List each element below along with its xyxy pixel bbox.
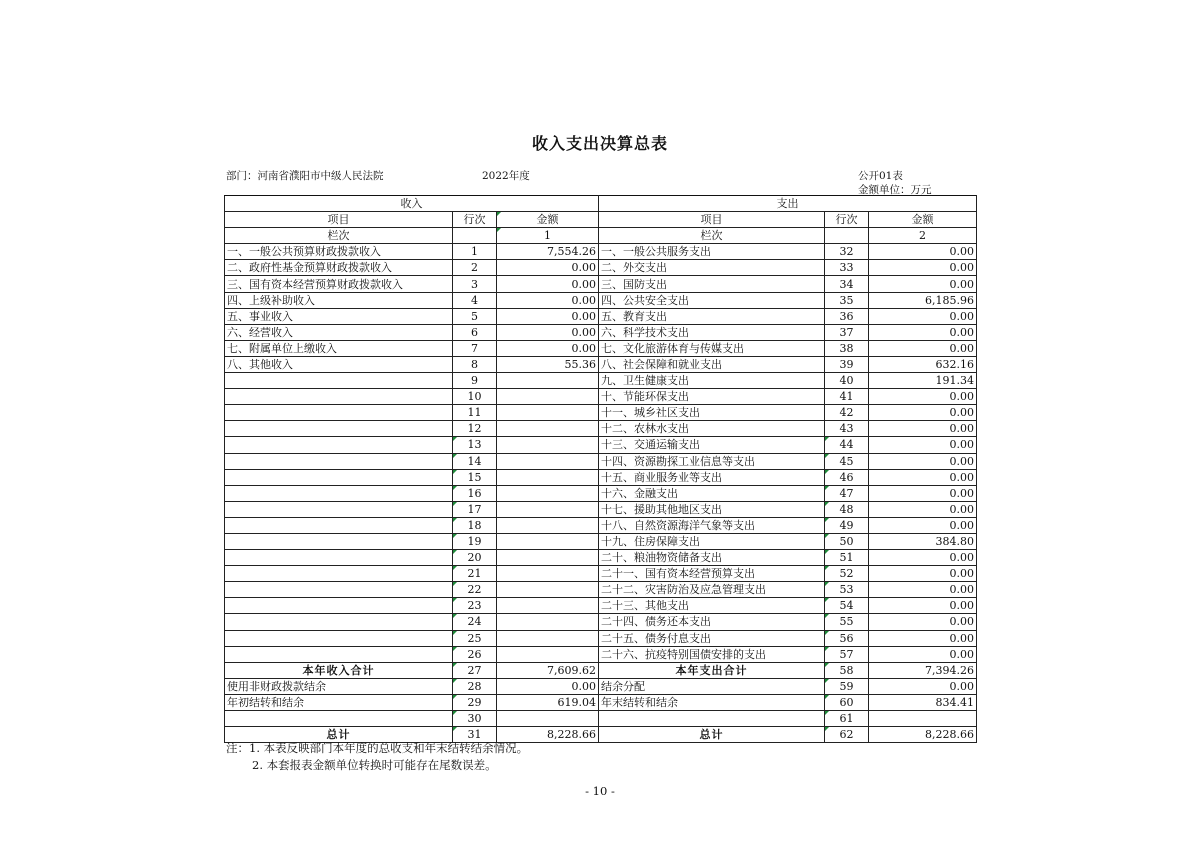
income-item-cell: 总计 (225, 727, 453, 743)
footnote-1: 注：1. 本表反映部门本年度的总收支和年末结转结余情况。 (226, 741, 529, 755)
income-row-number: 23 (453, 598, 497, 614)
expense-item-cell: 一、一般公共服务支出 (599, 244, 825, 260)
expense-item-cell: 四、公共安全支出 (599, 292, 825, 308)
expense-row-number: 36 (825, 308, 869, 324)
expense-section-header: 支出 (599, 196, 977, 212)
section-header-row (225, 196, 977, 212)
expense-item-cell: 十七、援助其他地区支出 (599, 501, 825, 517)
expense-row-number: 40 (825, 373, 869, 389)
expense-item-cell: 十九、住房保障支出 (599, 533, 825, 549)
income-amount-cell: 8,228.66 (497, 727, 599, 743)
table-row (225, 550, 977, 566)
income-amount-cell (497, 630, 599, 646)
expense-row-number: 55 (825, 614, 869, 630)
expense-amount-cell: 0.00 (869, 469, 977, 485)
expense-amount-cell: 0.00 (869, 630, 977, 646)
expense-amount-cell: 0.00 (869, 678, 977, 694)
income-amount-cell (497, 421, 599, 437)
expense-row-number: 45 (825, 453, 869, 469)
table-row (225, 340, 977, 356)
income-amount-cell (497, 550, 599, 566)
income-item-cell: 一、一般公共预算财政拨款收入 (225, 244, 453, 260)
income-amount-cell (497, 533, 599, 549)
income-row-number: 5 (453, 308, 497, 324)
expense-amount-cell: 0.00 (869, 244, 977, 260)
income-row-number: 2 (453, 260, 497, 276)
expense-lanci-label: 栏次 (599, 228, 825, 244)
table-row (225, 566, 977, 582)
income-item-cell (225, 630, 453, 646)
table-row (225, 598, 977, 614)
table-row (225, 501, 977, 517)
income-row-number: 16 (453, 485, 497, 501)
expense-item-cell: 总计 (599, 727, 825, 743)
expense-row-number: 52 (825, 566, 869, 582)
table-row (225, 389, 977, 405)
income-item-cell: 三、国有资本经营预算财政拨款收入 (225, 276, 453, 292)
expense-item-cell: 二十三、其他支出 (599, 598, 825, 614)
income-row-number: 26 (453, 646, 497, 662)
income-item-cell (225, 517, 453, 533)
table-row (225, 308, 977, 324)
income-item-cell: 六、经营收入 (225, 324, 453, 340)
income-row-number: 6 (453, 324, 497, 340)
income-row-number: 19 (453, 533, 497, 549)
expense-item-cell: 五、教育支出 (599, 308, 825, 324)
income-item-cell (225, 550, 453, 566)
income-amount-cell (497, 598, 599, 614)
expense-item-cell: 十五、商业服务业等支出 (599, 469, 825, 485)
fiscal-year-label: 2022年度 (482, 170, 530, 182)
expense-row-number: 44 (825, 437, 869, 453)
income-item-cell (225, 598, 453, 614)
table-row (225, 582, 977, 598)
income-amount-cell: 0.00 (497, 292, 599, 308)
income-item-cell (225, 389, 453, 405)
expense-item-cell: 十四、资源勘探工业信息等支出 (599, 453, 825, 469)
income-amount-cell: 0.00 (497, 324, 599, 340)
table-row (225, 453, 977, 469)
income-amount-cell: 7,554.26 (497, 244, 599, 260)
income-amount-cell (497, 501, 599, 517)
income-row-number: 22 (453, 582, 497, 598)
expense-amount-cell: 191.34 (869, 373, 977, 389)
income-item-cell (225, 646, 453, 662)
income-item-cell (225, 501, 453, 517)
expense-amount-cell: 0.00 (869, 598, 977, 614)
income-section-header: 收入 (225, 196, 599, 212)
income-amount-cell: 0.00 (497, 678, 599, 694)
expense-row-number: 48 (825, 501, 869, 517)
income-item-header: 项目 (225, 212, 453, 228)
table-row (225, 630, 977, 646)
expense-item-cell: 九、卫生健康支出 (599, 373, 825, 389)
year-total-row (225, 662, 977, 678)
income-item-cell: 二、政府性基金预算财政拨款收入 (225, 260, 453, 276)
expense-row-number: 61 (825, 711, 869, 727)
income-item-cell (225, 582, 453, 598)
table-row (225, 260, 977, 276)
income-amount-header: 金额 (497, 212, 599, 228)
expense-row-number: 49 (825, 517, 869, 533)
expense-amount-cell: 0.00 (869, 276, 977, 292)
expense-item-cell: 二十、粮油物资储备支出 (599, 550, 825, 566)
table-row (225, 694, 977, 710)
expense-row-number: 35 (825, 292, 869, 308)
expense-row-number: 56 (825, 630, 869, 646)
table-row (225, 533, 977, 549)
expense-amount-cell: 0.00 (869, 453, 977, 469)
table-row (225, 373, 977, 389)
income-amount-cell (497, 646, 599, 662)
income-row-number: 12 (453, 421, 497, 437)
column-index-row (225, 228, 977, 244)
income-row-number: 9 (453, 373, 497, 389)
income-item-cell (225, 614, 453, 630)
expense-amount-cell: 0.00 (869, 550, 977, 566)
table-row (225, 421, 977, 437)
footnotes (226, 740, 528, 774)
expense-amount-cell: 0.00 (869, 340, 977, 356)
expense-amount-cell: 0.00 (869, 566, 977, 582)
empty-cell (825, 228, 869, 244)
income-row-number: 1 (453, 244, 497, 260)
expense-amount-cell: 0.00 (869, 405, 977, 421)
expense-item-cell: 十六、金融支出 (599, 485, 825, 501)
income-row-number: 7 (453, 340, 497, 356)
expense-amount-cell: 0.00 (869, 421, 977, 437)
expense-row-number: 42 (825, 405, 869, 421)
table-row (225, 324, 977, 340)
income-expense-table (224, 195, 977, 743)
income-amount-cell: 619.04 (497, 694, 599, 710)
expense-row-number: 38 (825, 340, 869, 356)
income-item-cell (225, 453, 453, 469)
form-number-label: 公开01表 (858, 170, 903, 182)
expense-item-cell: 二十五、债务付息支出 (599, 630, 825, 646)
expense-row-number: 50 (825, 533, 869, 549)
expense-amount-cell (869, 711, 977, 727)
table-row (225, 711, 977, 727)
expense-amount-cell: 0.00 (869, 517, 977, 533)
income-amount-cell: 55.36 (497, 356, 599, 372)
expense-amount-cell: 0.00 (869, 437, 977, 453)
table-row (225, 276, 977, 292)
table-row (225, 356, 977, 372)
expense-amount-cell: 0.00 (869, 308, 977, 324)
income-row-number: 25 (453, 630, 497, 646)
expense-row-number: 39 (825, 356, 869, 372)
income-row-number: 11 (453, 405, 497, 421)
expense-item-cell: 二、外交支出 (599, 260, 825, 276)
income-row-number: 31 (453, 727, 497, 743)
income-item-cell (225, 469, 453, 485)
footnote-2: 2. 本套报表金额单位转换时可能存在尾数误差。 (252, 758, 497, 772)
expense-row-number: 32 (825, 244, 869, 260)
income-row-number: 18 (453, 517, 497, 533)
table-row (225, 646, 977, 662)
page-title: 收入支出决算总表 (531, 134, 668, 153)
income-amount-cell: 0.00 (497, 308, 599, 324)
income-amount-cell (497, 517, 599, 533)
income-item-cell: 本年收入合计 (225, 662, 453, 678)
expense-item-cell: 八、社会保障和就业支出 (599, 356, 825, 372)
income-amount-cell (497, 437, 599, 453)
income-lanci-label: 栏次 (225, 228, 453, 244)
income-item-cell: 五、事业收入 (225, 308, 453, 324)
expense-row-number: 34 (825, 276, 869, 292)
expense-row-number: 47 (825, 485, 869, 501)
income-amount-cell (497, 614, 599, 630)
department-label: 部门：河南省濮阳市中级人民法院 (226, 170, 384, 182)
income-row-number: 10 (453, 389, 497, 405)
expense-amount-cell: 834.41 (869, 694, 977, 710)
income-amount-cell: 7,609.62 (497, 662, 599, 678)
table-row (225, 678, 977, 694)
table-row (225, 292, 977, 308)
expense-item-cell: 十一、城乡社区支出 (599, 405, 825, 421)
expense-amount-cell: 6,185.96 (869, 292, 977, 308)
table-row (225, 437, 977, 453)
expense-row-number: 60 (825, 694, 869, 710)
income-amount-cell (497, 389, 599, 405)
table-row (225, 469, 977, 485)
expense-amount-cell: 0.00 (869, 614, 977, 630)
empty-cell (453, 228, 497, 244)
income-item-cell (225, 373, 453, 389)
income-item-cell (225, 485, 453, 501)
expense-amount-header: 金额 (869, 212, 977, 228)
table-row (225, 614, 977, 630)
amount-unit-label: 金额单位：万元 (858, 184, 932, 196)
income-row-number: 15 (453, 469, 497, 485)
expense-item-cell: 本年支出合计 (599, 662, 825, 678)
income-amount-cell (497, 373, 599, 389)
table-row (225, 244, 977, 260)
income-item-cell (225, 566, 453, 582)
income-item-cell: 年初结转和结余 (225, 694, 453, 710)
expense-item-cell: 二十一、国有资本经营预算支出 (599, 566, 825, 582)
expense-item-cell: 七、文化旅游体育与传媒支出 (599, 340, 825, 356)
income-item-cell (225, 711, 453, 727)
income-item-cell (225, 437, 453, 453)
expense-amount-cell: 632.16 (869, 356, 977, 372)
income-item-cell (225, 421, 453, 437)
expense-item-header: 项目 (599, 212, 825, 228)
expense-amount-cell: 384.80 (869, 533, 977, 549)
expense-row-number: 53 (825, 582, 869, 598)
expense-amount-cell: 0.00 (869, 501, 977, 517)
table-row (225, 485, 977, 501)
income-row-number: 3 (453, 276, 497, 292)
income-item-cell: 四、上级补助收入 (225, 292, 453, 308)
income-item-cell: 八、其他收入 (225, 356, 453, 372)
table-row (225, 517, 977, 533)
expense-amount-cell: 0.00 (869, 324, 977, 340)
expense-item-cell: 十、节能环保支出 (599, 389, 825, 405)
income-item-cell: 七、附属单位上缴收入 (225, 340, 453, 356)
expense-amount-cell: 7,394.26 (869, 662, 977, 678)
income-amount-cell: 0.00 (497, 260, 599, 276)
expense-row-number: 51 (825, 550, 869, 566)
expense-item-cell: 结余分配 (599, 678, 825, 694)
expense-column-index: 2 (869, 228, 977, 244)
expense-row-number: 43 (825, 421, 869, 437)
expense-item-cell: 三、国防支出 (599, 276, 825, 292)
expense-row-number: 33 (825, 260, 869, 276)
expense-row-no-header: 行次 (825, 212, 869, 228)
expense-item-cell: 二十六、抗疫特别国债安排的支出 (599, 646, 825, 662)
expense-row-number: 41 (825, 389, 869, 405)
income-column-index: 1 (497, 228, 599, 244)
income-row-number: 29 (453, 694, 497, 710)
expense-row-number: 46 (825, 469, 869, 485)
income-amount-cell (497, 469, 599, 485)
income-item-cell: 使用非财政拨款结余 (225, 678, 453, 694)
expense-row-number: 57 (825, 646, 869, 662)
expense-row-number: 37 (825, 324, 869, 340)
expense-amount-cell: 0.00 (869, 389, 977, 405)
expense-item-cell: 六、科学技术支出 (599, 324, 825, 340)
income-item-cell (225, 533, 453, 549)
income-row-number: 17 (453, 501, 497, 517)
income-row-number: 27 (453, 662, 497, 678)
expense-item-cell: 二十四、债务还本支出 (599, 614, 825, 630)
income-row-number: 8 (453, 356, 497, 372)
income-amount-cell (497, 711, 599, 727)
expense-item-cell: 十二、农林水支出 (599, 421, 825, 437)
expense-amount-cell: 8,228.66 (869, 727, 977, 743)
income-amount-cell (497, 405, 599, 421)
expense-amount-cell: 0.00 (869, 485, 977, 501)
income-amount-cell (497, 453, 599, 469)
income-row-number: 14 (453, 453, 497, 469)
income-amount-cell: 0.00 (497, 340, 599, 356)
income-row-number: 30 (453, 711, 497, 727)
expense-item-cell: 年末结转和结余 (599, 694, 825, 710)
expense-item-cell: 十三、交通运输支出 (599, 437, 825, 453)
income-amount-cell (497, 582, 599, 598)
expense-row-number: 54 (825, 598, 869, 614)
expense-amount-cell: 0.00 (869, 582, 977, 598)
expense-amount-cell: 0.00 (869, 260, 977, 276)
column-header-row (225, 212, 977, 228)
expense-item-cell (599, 711, 825, 727)
table-row (225, 405, 977, 421)
expense-item-cell: 十八、自然资源海洋气象等支出 (599, 517, 825, 533)
expense-row-number: 62 (825, 727, 869, 743)
income-row-number: 21 (453, 566, 497, 582)
income-row-number: 20 (453, 550, 497, 566)
income-row-no-header: 行次 (453, 212, 497, 228)
income-row-number: 4 (453, 292, 497, 308)
page-number: - 10 - (585, 784, 615, 798)
income-row-number: 24 (453, 614, 497, 630)
income-row-number: 28 (453, 678, 497, 694)
expense-item-cell: 二十二、灾害防治及应急管理支出 (599, 582, 825, 598)
income-amount-cell: 0.00 (497, 276, 599, 292)
income-item-cell (225, 405, 453, 421)
income-amount-cell (497, 566, 599, 582)
expense-amount-cell: 0.00 (869, 646, 977, 662)
income-row-number: 13 (453, 437, 497, 453)
expense-row-number: 58 (825, 662, 869, 678)
expense-row-number: 59 (825, 678, 869, 694)
income-amount-cell (497, 485, 599, 501)
